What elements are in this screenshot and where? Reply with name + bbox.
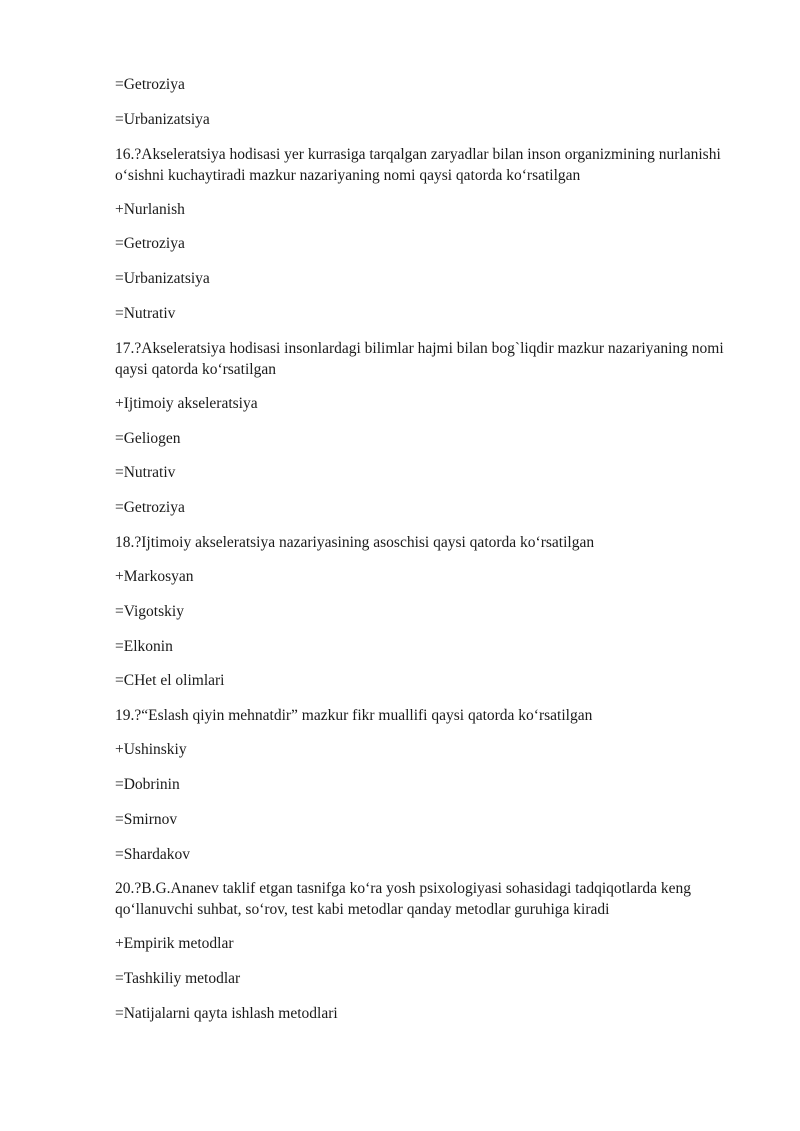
question-text: 20.?B.G.Ananev taklif etgan tasnifga ko‘ra yosh psixologiyasi sohasidagi tadqiqotlarda keng qo‘llanuvchi suhbat, so‘rov, test kabi metodlar qanday metodlar guruhiga kiradi bbox=[115, 880, 691, 919]
answer-option: =Urbanizatsiya bbox=[115, 270, 210, 288]
answer-option: =Geliogen bbox=[115, 429, 181, 447]
answer-option: =Natijalarni qayta ishlash metodlari bbox=[115, 1004, 338, 1022]
answer-option: =Nutrativ bbox=[115, 304, 176, 322]
answer-option: =Getroziya bbox=[115, 76, 185, 93]
answer-option: =Smirnov bbox=[115, 810, 178, 828]
answer-option: =Getroziya bbox=[115, 235, 185, 253]
answer-option: =Nutrativ bbox=[115, 464, 176, 482]
answer-option: =Getroziya bbox=[115, 499, 185, 517]
answer-option: +Ijtimoiy akseleratsiya bbox=[115, 394, 258, 412]
answer-option: +Nurlanish bbox=[115, 200, 185, 218]
answer-option: =Dobrinin bbox=[115, 775, 180, 793]
question-text: 16.?Akseleratsiya hodisasi yer kurrasiga tarqalgan zaryadlar bilan inson organizmining nurlanishi o‘sishni kuchaytiradi mazkur nazariyaning nomi qaysi qatorda ko‘rsatilgan bbox=[115, 145, 721, 184]
answer-option: +Empirik metodlar bbox=[115, 935, 234, 953]
question-text: 18.?Ijtimoiy akseleratsiya nazariyasining asoschisi qaysi qatorda ko‘rsatilgan bbox=[115, 533, 595, 551]
question-text: 17.?Akseleratsiya hodisasi insonlardagi bilimlar hajmi bilan bog`liqdir mazkur nazariyaning nomi qaysi qatorda ko‘rsatilgan bbox=[115, 339, 724, 378]
question-text: 19.?“Eslash qiyin mehnatdir” mazkur fikr muallifi qaysi qatorda ko‘rsatilgan bbox=[115, 707, 593, 725]
answer-option: +Ushinskiy bbox=[115, 741, 187, 759]
answer-option: =Urbanizatsiya bbox=[115, 110, 210, 128]
answer-option: =Tashkiliy metodlar bbox=[115, 970, 241, 988]
answer-option: =CHet el olimlari bbox=[115, 672, 225, 690]
answer-option: =Shardakov bbox=[115, 845, 191, 863]
answer-option: =Elkonin bbox=[115, 637, 173, 655]
answer-option: +Markosyan bbox=[115, 567, 194, 585]
answer-option: =Vigotskiy bbox=[115, 602, 184, 620]
document-page bbox=[115, 74, 725, 1038]
